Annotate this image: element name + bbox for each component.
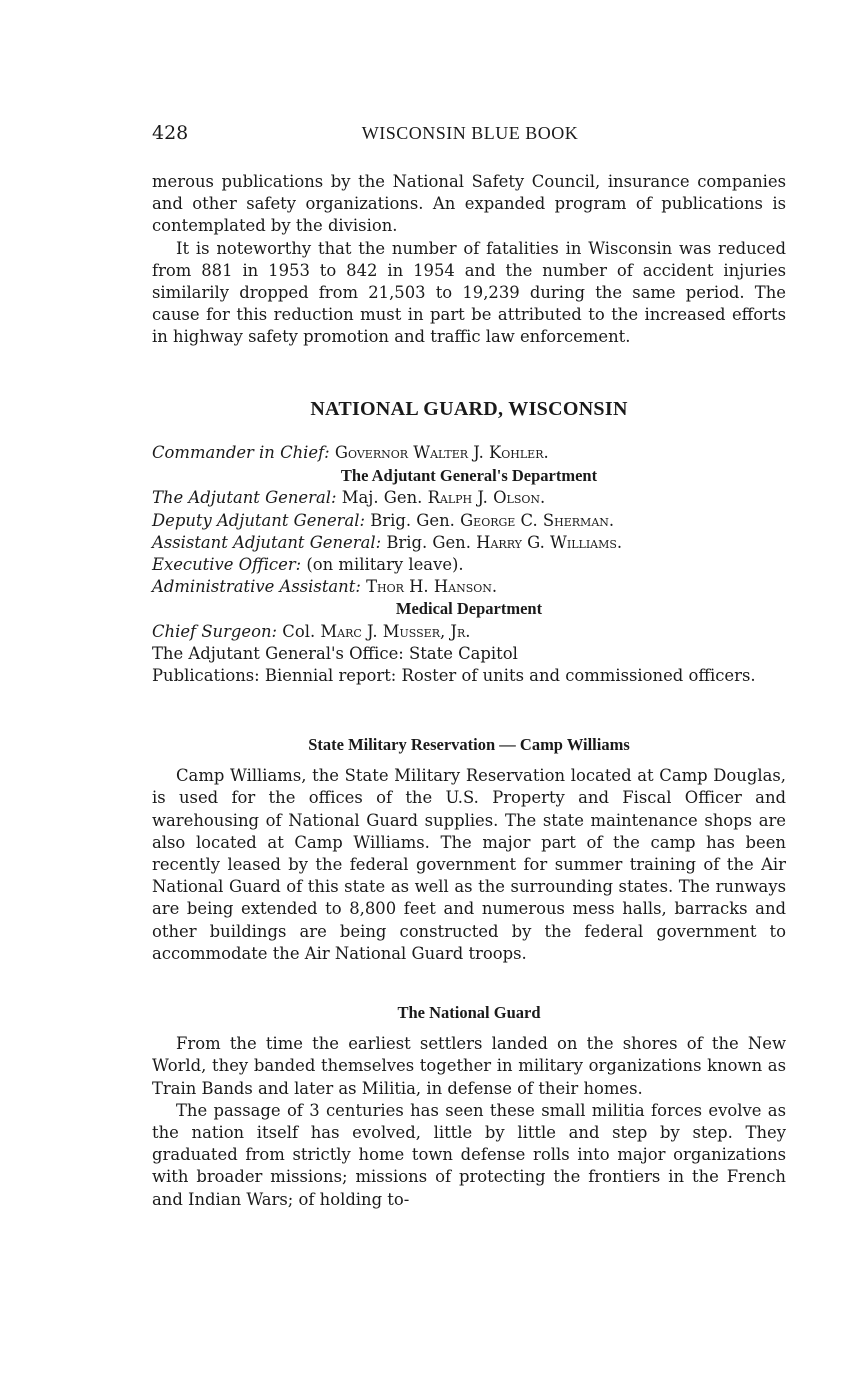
intro-section: [152, 171, 786, 349]
officer-name: Harry G. Williams.: [476, 532, 623, 552]
adjutant-dept-heading: The Adjutant General's Department: [340, 466, 598, 486]
officer-name: Thor H. Hanson.: [366, 577, 498, 597]
officers-section: [152, 442, 786, 687]
officer-label: Assistant Adjutant General:: [152, 532, 382, 552]
page-number: 428: [152, 122, 189, 144]
commander-line: [152, 442, 786, 464]
officer-row: [152, 487, 786, 509]
officer-row: [152, 576, 786, 598]
medical-dept-heading: Medical Department: [395, 599, 543, 619]
officer-rank: Maj. Gen.: [341, 488, 423, 508]
chief-surgeon-label: Chief Surgeon:: [152, 621, 278, 641]
officer-label: The Adjutant General:: [152, 488, 337, 508]
officer-label: Executive Officer:: [152, 555, 302, 575]
running-title: WISCONSIN BLUE BOOK: [361, 123, 579, 143]
national-guard-section: [152, 1002, 786, 1211]
page-header: [152, 122, 788, 148]
officer-rank: (on military leave).: [306, 555, 464, 575]
national-guard-paragraph-1: From the time the earliest settlers landed on the shores of the New World, they banded themselves together in military organizations known as Train Bands and later as Militia, in defense of their homes.: [152, 1034, 786, 1098]
officer-row: [152, 532, 786, 554]
reservation-heading: State Military Reservation — Camp Williams: [308, 735, 630, 754]
officer-label: Administrative Assistant:: [152, 577, 361, 597]
officer-label: Deputy Adjutant General:: [152, 510, 366, 530]
reservation-paragraph: Camp Williams, the State Military Reservation located at Camp Douglas, is used for the offices of the U.S. Property and Fiscal Officer and warehousing of National Guard supplies. The state maintenance shops are also located at Camp Williams. The major part of the camp has been recently leased by the federal government for summer training of the Air National Guard of this state as well as the surrounding states. The runways are being extended to 8,800 feet and numerous mess halls, barracks and other buildings are being constructed by the federal government to accommodate the Air National Guard troops.: [152, 766, 786, 963]
commander-value: Governor Walter J. Kohler.: [334, 443, 549, 462]
chief-surgeon-rank: Col.: [282, 621, 316, 641]
national-guard-paragraph-2: The passage of 3 centuries has seen these small militia forces evolve as the nation itself has evolved, little by little and step by step. They graduated from strictly home town defense rolls into major organizations with broader missions; missions of protecting the frontiers in the French and Indian Wars; of holding to-: [152, 1100, 786, 1209]
section-title: NATIONAL GUARD, WISCONSIN: [310, 398, 628, 420]
officer-rank: Brig. Gen.: [386, 532, 471, 552]
officer-row: [152, 554, 786, 576]
commander-label: Commander in Chief:: [152, 443, 330, 462]
chief-surgeon-name: Marc J. Musser, Jr.: [320, 621, 471, 641]
chief-surgeon-line: [152, 621, 786, 643]
officer-name: George C. Sherman.: [460, 510, 615, 530]
officer-rank: Brig. Gen.: [370, 510, 455, 530]
intro-paragraph-2: It is noteworthy that the number of fatalities in Wisconsin was reduced from 881 in 1953 to 842 in 1954 and the number of accident injuries similarily dropped from 21,503 to 19,239 during the same period. The cause for this reduction must in part be attributed to the increased efforts in highway safety promotion and traffic law enforcement.: [152, 238, 786, 347]
publications-line: Publications: Biennial report: Roster of units and commissioned officers.: [152, 666, 756, 686]
intro-paragraph-1: merous publications by the National Safety Council, insurance companies and other safety organizations. An expanded program of publications is contemplated by the division.: [152, 172, 786, 236]
reservation-section: [152, 734, 786, 965]
office-line: The Adjutant General's Office: State Capitol: [152, 643, 518, 663]
officer-row: [152, 510, 786, 532]
officer-name: Ralph J. Olson.: [427, 488, 546, 508]
national-guard-heading: The National Guard: [397, 1003, 541, 1022]
